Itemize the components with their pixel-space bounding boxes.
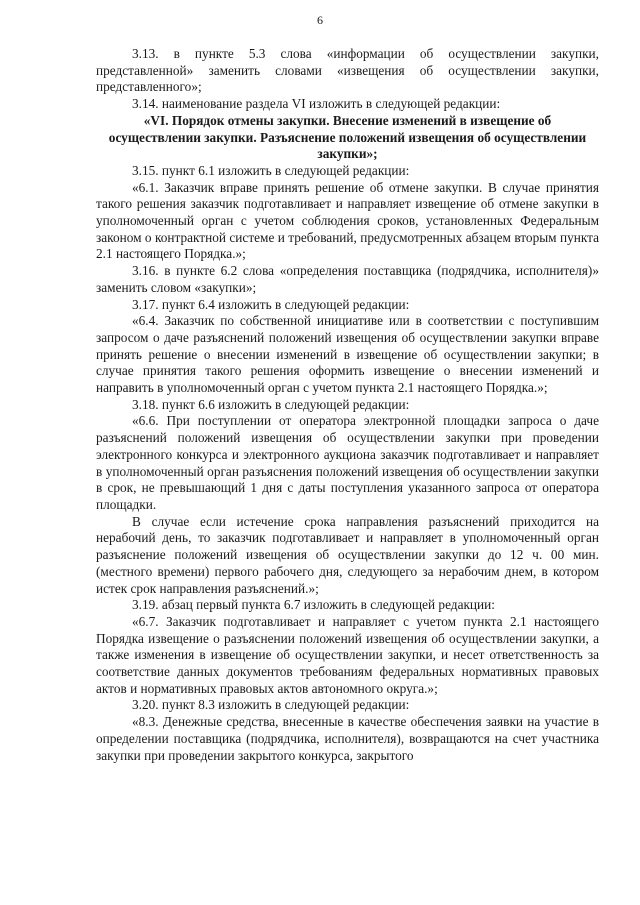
paragraph-6-7: «6.7. Заказчик подготавливает и направляет с учетом пункта 2.1 настоящего Порядка извещение о разъяснении положений извещения об осуществлении закупки, а также изменения в извещение об осуществлении закупки, и несет ответственность за соответствие данных документов требованиям федеральных нормативных правовых актов и нормативных правовых актов автономного округа.»; [96, 613, 599, 696]
paragraph-6-6-second: В случае если истечение срока направления разъяснений приходится на нерабочий день, то заказчик подготавливает и направляет в уполномоченный орган разъяснение положений извещения об осуществлении закупки до 12 ч. 00 мин. (местного времени) первого рабочего дня, следующего за нерабочим днем, в котором истек срок направления разъяснений.»; [96, 513, 599, 596]
paragraph-6-6: «6.6. При поступлении от оператора электронной площадки запроса о даче разъяснений положений извещения об осуществлении закупки при проведении электронного конкурса и электронного аукциона заказчик подготавливает и направляет в уполномоченный орган разъяснения положений извещения об осуществлении закупки в срок, не превышающий 1 дня с даты поступления указанного запроса от оператора площадки. [96, 413, 599, 512]
paragraph-3-14: 3.14. наименование раздела VI изложить в следующей редакции: [132, 96, 501, 112]
paragraph-3-19: 3.19. абзац первый пункта 6.7 изложить в следующей редакции: [132, 597, 495, 613]
paragraph-3-18: 3.18. пункт 6.6 изложить в следующей редакции: [132, 396, 410, 412]
paragraph-6-4: «6.4. Заказчик по собственной инициативе или в соответствии с поступившим запросом о даче разъяснений положений извещения об осуществлении закупки вправе принять решение о внесении изменений в извещение об осуществлении закупки; в случае принятия такого решения оформить извещение о внесении изменений и направить в уполномоченный орган с учетом пункта 2.1 настоящего Порядка.»; [96, 313, 599, 396]
paragraph-8-3: «8.3. Денежные средства, внесенные в качестве обеспечения заявки на участие в определении поставщика (подрядчика, исполнителя), возвращаются на счет участника закупки при проведении закрытого конкурса, закрытого [96, 714, 599, 763]
document-body [96, 46, 599, 764]
paragraph-3-17: 3.17. пункт 6.4 изложить в следующей редакции: [132, 296, 410, 312]
paragraph-3-13: 3.13. в пункте 5.3 слова «информации об осуществлении закупки, представленной» заменить словами «извещения об осуществлении закупки, представленного»; [96, 46, 599, 95]
paragraph-3-20: 3.20. пункт 8.3 изложить в следующей редакции: [132, 697, 410, 713]
paragraph-6-1: «6.1. Заказчик вправе принять решение об отмене закупки. В случае принятия такого решения заказчик подготавливает и направляет извещение об отмене закупки в уполномоченный орган с учетом соблюдения сроков, установленных Федеральным законом о контрактной системе и требований, предусмотренных абзацем вторым пункта 2.1 настоящего Порядка.»; [96, 179, 599, 262]
paragraph-3-15: 3.15. пункт 6.1 изложить в следующей редакции: [132, 162, 410, 178]
section-heading-vi: «VI. Порядок отмены закупки. Внесение изменений в извещение об осуществлении закупки. Разъяснение положений извещения об осуществлении закупки»; [108, 112, 587, 162]
page-number: 6 [317, 13, 323, 27]
paragraph-3-16: 3.16. в пункте 6.2 слова «определения поставщика (подрядчика, исполнителя)» заменить словом «закупки»; [96, 263, 599, 295]
